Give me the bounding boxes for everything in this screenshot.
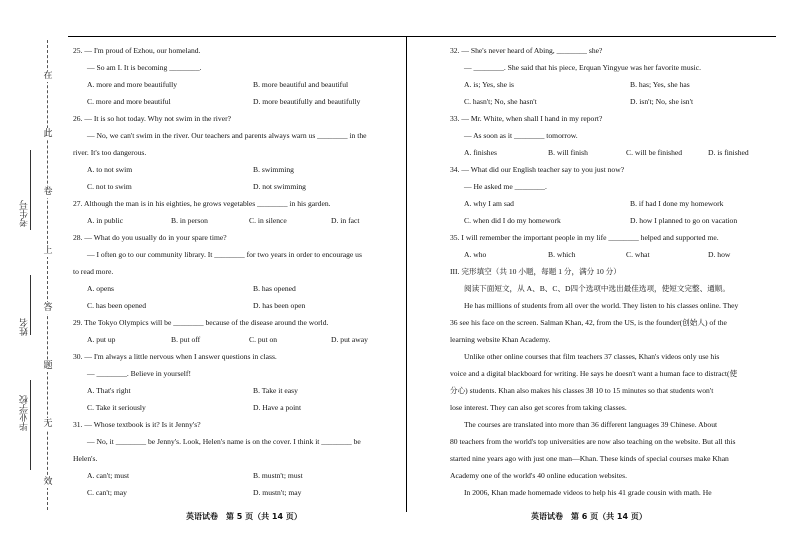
question-text: — No, we can't swim in the river. Our teachers and parents always warn us ________ in the xyxy=(87,131,367,140)
answer-option: B. will finish xyxy=(548,148,588,157)
question-line xyxy=(73,348,391,365)
question-text: 阅读下面短文，从 A、B、C、D四个选项中选出最佳选项，使短文完整、通顺。 xyxy=(464,284,730,293)
top-rule xyxy=(406,36,776,37)
option-row xyxy=(450,144,770,161)
question-line xyxy=(450,297,770,314)
question-text: Academy one of the world's 40 online education websites. xyxy=(450,471,628,480)
question-text: 26. — It is so hot today. Why not swim in the river? xyxy=(73,114,231,123)
question-line xyxy=(73,144,391,161)
option-row xyxy=(73,178,391,195)
question-text: to read more. xyxy=(73,267,114,276)
page-divider xyxy=(406,36,407,512)
answer-option: A. finishes xyxy=(464,148,497,157)
question-line xyxy=(450,314,770,331)
question-line xyxy=(73,450,391,467)
question-line xyxy=(450,161,770,178)
answer-option: D. how xyxy=(708,250,731,259)
question-text: He has millions of students from all over the world. They listen to his classes online. They xyxy=(464,301,739,310)
answer-option: A. can't; must xyxy=(87,471,130,480)
question-line xyxy=(73,263,391,280)
question-line xyxy=(450,348,770,365)
field-label-school: 毕业学校 xyxy=(20,395,30,431)
page-footer-6: 英语试卷 第 6 页（共 14 页） xyxy=(531,512,647,521)
answer-option: A. who xyxy=(464,250,487,259)
answer-option: B. mustn't; must xyxy=(253,471,303,480)
answer-option: C. Take it seriously xyxy=(87,403,146,412)
option-row xyxy=(73,93,391,110)
answer-option: B. Take it easy xyxy=(253,386,298,395)
question-line xyxy=(73,229,391,246)
seal-char: 无 xyxy=(43,419,53,429)
answer-option: D. isn't; No, she isn't xyxy=(630,97,694,106)
option-row xyxy=(73,280,391,297)
question-line xyxy=(73,314,391,331)
field-label-name: 姓名 xyxy=(20,318,30,336)
answer-option: B. has; Yes, she has xyxy=(630,80,690,89)
question-text: Unlike other online courses that film teachers 37 classes, Khan's videos only use his xyxy=(464,352,720,361)
page-6-questions xyxy=(450,42,770,501)
answer-option: C. more and more beautiful xyxy=(87,97,171,106)
option-row xyxy=(73,382,391,399)
question-text: — I often go to our community library. It ________ for two years in order to encourage us xyxy=(87,250,362,259)
question-text: river. It's too dangerous. xyxy=(73,148,147,157)
answer-option: A. to not swim xyxy=(87,165,133,174)
option-row xyxy=(450,93,770,110)
question-line xyxy=(450,42,770,59)
option-row xyxy=(73,399,391,416)
question-line xyxy=(450,450,770,467)
option-row xyxy=(73,297,391,314)
question-line xyxy=(73,246,391,263)
answer-option: A. put up xyxy=(87,335,116,344)
answer-option: B. which xyxy=(548,250,576,259)
seal-char: 答 xyxy=(43,303,53,313)
question-line xyxy=(73,365,391,382)
question-text: 27. Although the man is in his eighties, he grows vegetables ________ in his garden. xyxy=(73,199,331,208)
question-text: III. 完形填空（共 10 小题，每题 1 分，满分 10 分） xyxy=(450,267,621,276)
question-line xyxy=(450,416,770,433)
answer-option: D. not swimming xyxy=(253,182,306,191)
option-row xyxy=(450,76,770,93)
option-row xyxy=(73,331,391,348)
answer-option: A. opens xyxy=(87,284,114,293)
answer-option: A. more and more beautifully xyxy=(87,80,178,89)
question-line xyxy=(450,467,770,484)
question-text: 33. — Mr. White, when shall I hand in my report? xyxy=(450,114,603,123)
question-text: 35. I will remember the important people in my life ________ helped and supported me. xyxy=(450,233,719,242)
question-text: The courses are translated into more than 36 different languages 39 Chinese. About xyxy=(464,420,718,429)
top-rule xyxy=(68,36,406,37)
answer-option: C. when did I do my homework xyxy=(464,216,561,225)
answer-option: B. if had I done my homework xyxy=(630,199,724,208)
answer-option: B. in person xyxy=(171,216,208,225)
answer-option: C. will be finished xyxy=(626,148,683,157)
question-text: — ________. Believe in yourself! xyxy=(87,369,191,378)
page-footer-5: 英语试卷 第 5 页（共 14 页） xyxy=(186,512,302,521)
question-line xyxy=(73,59,391,76)
question-text: Helen's. xyxy=(73,454,98,463)
question-line xyxy=(450,280,770,297)
seal-char: 此 xyxy=(43,129,53,139)
answer-option: C. not to swim xyxy=(87,182,132,191)
answer-option: B. put off xyxy=(171,335,201,344)
question-text: — He asked me ________. xyxy=(464,182,547,191)
question-line xyxy=(73,42,391,59)
question-line xyxy=(450,110,770,127)
seal-char: 卷 xyxy=(43,187,53,197)
question-line xyxy=(73,433,391,450)
question-line xyxy=(450,382,770,399)
answer-option: C. has been opened xyxy=(87,301,147,310)
option-row xyxy=(73,484,391,501)
question-text: — As soon as it ________ tomorrow. xyxy=(464,131,578,140)
question-text: 34. — What did our English teacher say to you just now? xyxy=(450,165,625,174)
seal-char: 效 xyxy=(43,477,53,487)
question-text: In 2006, Khan made homemade videos to help his 41 grade cousin with math. He xyxy=(464,488,712,497)
question-text: 25. — I'm proud of Ezhou, our homeland. xyxy=(73,46,201,55)
question-line xyxy=(450,229,770,246)
field-line xyxy=(30,380,31,470)
question-line xyxy=(450,484,770,501)
question-line xyxy=(73,110,391,127)
question-line xyxy=(450,263,770,280)
question-line xyxy=(450,59,770,76)
answer-option: C. can't; may xyxy=(87,488,127,497)
answer-option: D. Have a point xyxy=(253,403,302,412)
option-row xyxy=(73,161,391,178)
answer-option: D. more beautifully and beautifully xyxy=(253,97,361,106)
question-text: voice and a digital blackboard for writing. He says he doesn't want a human face to distract(使 xyxy=(450,369,738,378)
answer-option: C. what xyxy=(626,250,650,259)
answer-option: A. That's right xyxy=(87,386,131,395)
seal-dashed-line xyxy=(47,40,48,510)
field-line xyxy=(30,275,31,335)
seal-char: 上 xyxy=(43,246,53,256)
question-line xyxy=(450,433,770,450)
answer-option: A. why I am sad xyxy=(464,199,514,208)
question-text: 30. — I'm always a little nervous when I answer questions in class. xyxy=(73,352,277,361)
answer-option: B. has opened xyxy=(253,284,296,293)
question-text: started nine years ago with just one man—Khan. These kinds of special courses make Khan xyxy=(450,454,729,463)
question-text: 29. The Tokyo Olympics will be ________ because of the disease around the world. xyxy=(73,318,329,327)
answer-option: D. mustn't; may xyxy=(253,488,302,497)
question-line xyxy=(450,127,770,144)
answer-option: D. has been open xyxy=(253,301,306,310)
question-text: 36 see his face on the screen. Salman Khan, 42, from the US, is the founder(创始人) of the xyxy=(450,318,727,327)
question-line xyxy=(450,399,770,416)
answer-option: C. hasn't; No, she hasn't xyxy=(464,97,537,106)
field-line xyxy=(30,150,31,230)
seal-char: 题 xyxy=(43,361,53,371)
option-row xyxy=(450,195,770,212)
answer-option: B. more beautiful and beautiful xyxy=(253,80,349,89)
question-line xyxy=(450,365,770,382)
question-line xyxy=(450,178,770,195)
question-text: 31. — Whose textbook is it? Is it Jenny's? xyxy=(73,420,201,429)
option-row xyxy=(450,212,770,229)
binding-margin xyxy=(0,0,66,560)
question-text: — So am I. It is becoming ________. xyxy=(87,63,202,72)
question-text: 分心) students. Khan also makes his classes 38 10 to 15 minutes so that students won't xyxy=(450,386,714,395)
option-row xyxy=(450,246,770,263)
page-5-questions xyxy=(73,42,391,501)
answer-option: C. put on xyxy=(249,335,278,344)
option-row xyxy=(73,76,391,93)
answer-option: D. how I planned to go on vacation xyxy=(630,216,738,225)
question-text: 80 teachers from the world's top universities are now also teaching on the website. But all this xyxy=(450,437,736,446)
question-text: — No, it ________ be Jenny's. Look, Helen's name is on the cover. I think it ________ be xyxy=(87,437,361,446)
answer-option: D. in fact xyxy=(331,216,360,225)
question-text: learning website Khan Academy. xyxy=(450,335,551,344)
field-label-candidate-number: 考生号 xyxy=(20,200,30,227)
answer-option: C. in silence xyxy=(249,216,287,225)
option-row xyxy=(73,212,391,229)
question-text: lose interest. They can also get scores from taking classes. xyxy=(450,403,627,412)
option-row xyxy=(73,467,391,484)
question-line xyxy=(73,127,391,144)
answer-option: D. put away xyxy=(331,335,368,344)
seal-char: 在 xyxy=(43,71,53,81)
question-text: 32. — She's never heard of Abing, ________ she? xyxy=(450,46,603,55)
answer-option: A. in public xyxy=(87,216,124,225)
question-text: — ________. She said that his piece, Erquan Yingyue was her favorite music. xyxy=(464,63,701,72)
question-line xyxy=(73,195,391,212)
question-line xyxy=(73,416,391,433)
question-text: 28. — What do you usually do in your spare time? xyxy=(73,233,227,242)
answer-option: D. is finished xyxy=(708,148,749,157)
answer-option: B. swimming xyxy=(253,165,294,174)
answer-option: A. is; Yes, she is xyxy=(464,80,515,89)
question-line xyxy=(450,331,770,348)
